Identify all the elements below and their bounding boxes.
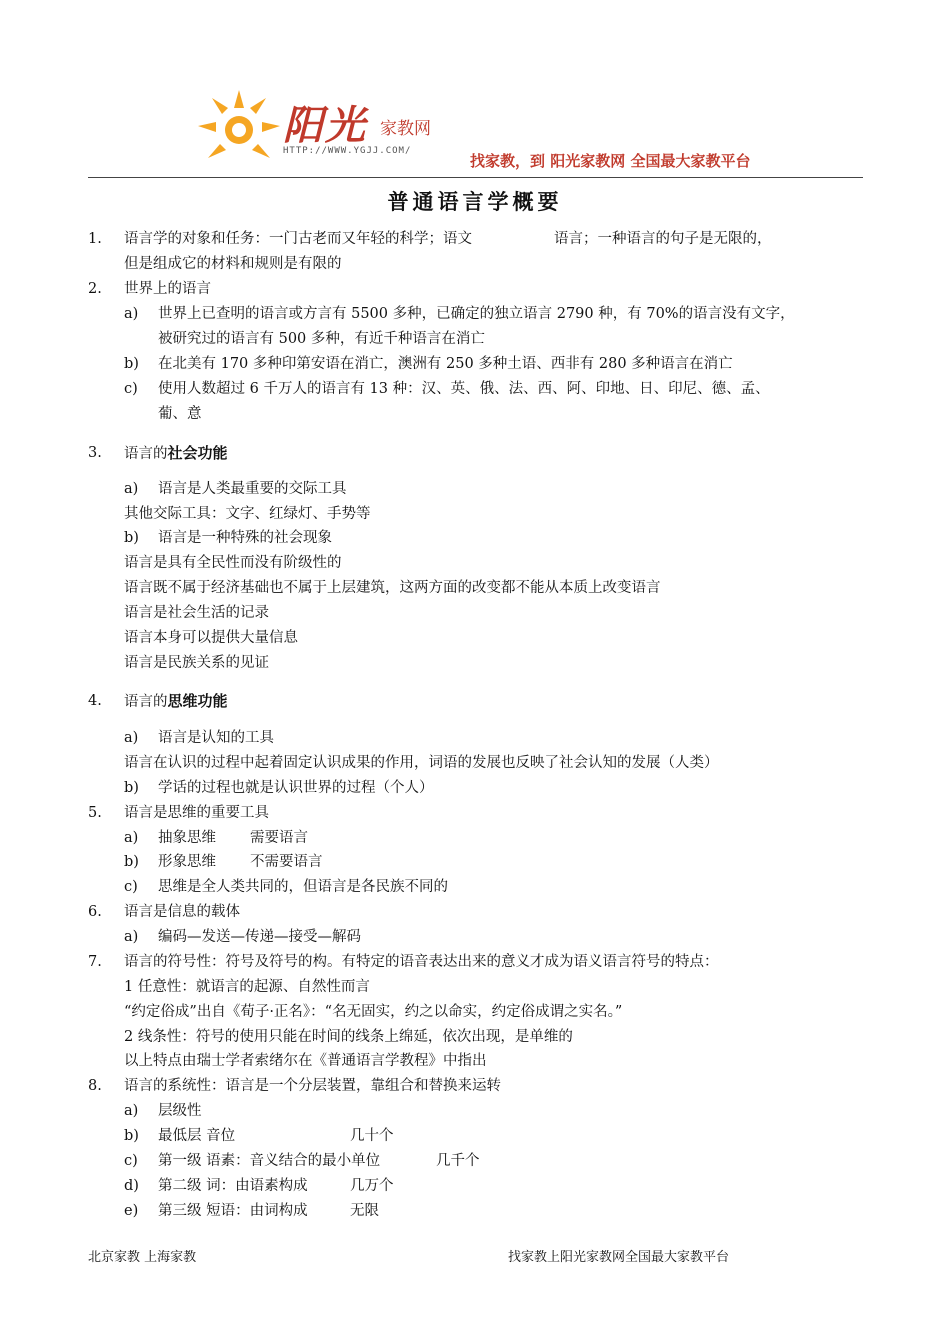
sub-mark: a): [124, 730, 139, 746]
document-title: 普通语言学概要: [387, 189, 563, 214]
sub-mark: a): [124, 1103, 139, 1119]
item-8b-text: [158, 1125, 235, 1147]
item-5c-text: 思维是全人类共同的，但语言是各民族不同的: [158, 879, 448, 895]
item-number: 5.: [88, 805, 102, 821]
item-4-prefix: 语言的: [124, 694, 168, 710]
sub-mark: c): [124, 879, 138, 895]
item-number: 3.: [88, 445, 102, 461]
sub-mark: c): [124, 1153, 138, 1169]
item-4-heading: [124, 690, 228, 712]
item-number: 7.: [88, 954, 102, 970]
sub-mark: a): [124, 830, 139, 846]
item-3-line: 语言是具有全民性而没有阶级性的: [124, 555, 342, 571]
page-header: [88, 88, 863, 180]
logo-text: 阳光: [283, 102, 367, 149]
sub-mark: a): [124, 929, 139, 945]
item-2c-text: 使用人数超过 6 千万人的语言有 13 种：汉、英、俄、法、西、阿、印地、日、印尼、德、孟、: [158, 381, 770, 397]
sub-mark: a): [124, 481, 139, 497]
item-8d-count: 几万个: [350, 1178, 394, 1194]
item-8-text: 语言的系统性：语言是一个分层装置，靠组合和替换来运转: [124, 1078, 501, 1094]
item-5a-term: 抽象思维: [158, 830, 216, 846]
item-3b-text: 语言是一种特殊的社会现象: [158, 530, 332, 546]
item-number: 8.: [88, 1078, 102, 1094]
item-2a-cont: 被研究过的语言有 500 多种，有近千种语言在消亡: [158, 331, 485, 347]
sub-mark: b): [124, 1128, 139, 1144]
item-4b-text: 学话的过程也就是认识世界的过程（个人）: [158, 780, 434, 796]
item-5a-value: 需要语言: [250, 830, 308, 846]
item-8c-text: 第一级 语素：音义结合的最小单位: [158, 1153, 381, 1169]
sub-mark: d): [124, 1178, 139, 1194]
item-5b-value: 不需要语言: [250, 854, 323, 870]
item-6a-text: 编码—发送—传递—接受—解码: [158, 929, 361, 945]
item-number: 1.: [88, 231, 102, 247]
item-5b-term: 形象思维: [158, 854, 216, 870]
item-8d-text: 第二级 词：由语素构成: [158, 1178, 308, 1194]
item-4-bold: 思维功能: [167, 692, 228, 710]
item-8e-count: 无限: [350, 1203, 379, 1219]
item-1-text: [124, 228, 772, 250]
item-3-line: 语言是社会生活的记录: [124, 605, 269, 621]
item-8b-count: 几十个: [350, 1128, 394, 1144]
item-3-line: 语言既不属于经济基础也不属于上层建筑，这两方面的改变都不能从本质上改变语言: [124, 580, 661, 596]
item-6-text: 语言是信息的载体: [124, 904, 240, 920]
item-2a-text: 世界上已查明的语言或方言有 5500 多种，已确定的独立语言 2790 种，有 70%的语言没有文字，: [158, 306, 795, 322]
sub-mark: b): [124, 854, 139, 870]
item-3-line: 语言本身可以提供大量信息: [124, 630, 298, 646]
item-7-line: 以上特点由瑞士学者索绪尔在《普通语言学教程》中指出: [124, 1053, 487, 1069]
item-3-line: 其他交际工具：文字、红绿灯、手势等: [124, 506, 371, 522]
item-1-text-b: 语言；一种语言的句子是无限的，: [554, 231, 772, 247]
sub-mark: e): [124, 1203, 139, 1219]
item-5a-text: [158, 827, 308, 849]
item-2c-cont: 葡、意: [158, 406, 202, 422]
item-7-line: 2 线条性：符号的使用只能在时间的线条上绵延，依次出现，是单维的: [124, 1029, 573, 1045]
sub-mark: b): [124, 356, 139, 372]
item-5b-text: [158, 851, 323, 873]
item-4-line: 语言在认识的过程中起着固定认识成果的作用，词语的发展也反映了社会认知的发展（人类）: [124, 755, 719, 771]
item-1-text-a: 语言学的对象和任务：一门古老而又年轻的科学；语文: [124, 231, 472, 247]
logo-url: HTTP://WWW.YGJJ.COM/: [283, 146, 412, 156]
footer-left-text: 北京家教 上海家教: [88, 1250, 197, 1265]
item-8e-text: 第三级 短语：由词构成: [158, 1203, 308, 1219]
item-8a-text: 层级性: [158, 1103, 202, 1119]
sub-mark: c): [124, 381, 138, 397]
sub-mark: b): [124, 780, 139, 796]
item-7-line: “约定俗成”出自《荀子·正名》：“名无固实，约之以命实，约定俗成谓之实名。”: [124, 1004, 623, 1020]
item-8b-level: 最低层 音位: [158, 1128, 236, 1144]
item-3-bold: 社会功能: [167, 444, 228, 462]
logo-subtitle: 家教网: [380, 119, 431, 139]
item-7-line: 1 任意性：就语言的起源、自然性而言: [124, 979, 370, 995]
item-2b-text: 在北美有 170 多种印第安语在消亡，澳洲有 250 多种土语、西非有 280 多种语言在消亡: [158, 356, 733, 372]
footer-right-text: 找家教上阳光家教网全国最大家教平台: [508, 1250, 730, 1265]
item-number: 4.: [88, 693, 102, 709]
item-4a-text: 语言是认知的工具: [158, 730, 274, 746]
header-slogan: 找家教，到 阳光家教网 全国最大家教平台: [470, 152, 751, 170]
sub-mark: a): [124, 306, 139, 322]
item-3a-text: 语言是人类最重要的交际工具: [158, 481, 347, 497]
sun-logo-icon: [194, 88, 284, 168]
item-3-heading: [124, 442, 228, 464]
item-3-line: 语言是民族关系的见证: [124, 655, 269, 671]
header-divider: [88, 177, 863, 178]
item-number: 2.: [88, 281, 102, 297]
item-1-cont: 但是组成它的材料和规则是有限的: [124, 256, 342, 272]
sub-mark: b): [124, 530, 139, 546]
item-3-prefix: 语言的: [124, 446, 168, 462]
item-7-text: 语言的符号性：符号及符号的构。有特定的语音表达出来的意义才成为语义语言符号的特点：: [124, 954, 719, 970]
item-8c-count: 几千个: [436, 1153, 480, 1169]
item-number: 6.: [88, 904, 102, 920]
item-5-text: 语言是思维的重要工具: [124, 805, 269, 821]
item-2-text: 世界上的语言: [124, 281, 211, 297]
